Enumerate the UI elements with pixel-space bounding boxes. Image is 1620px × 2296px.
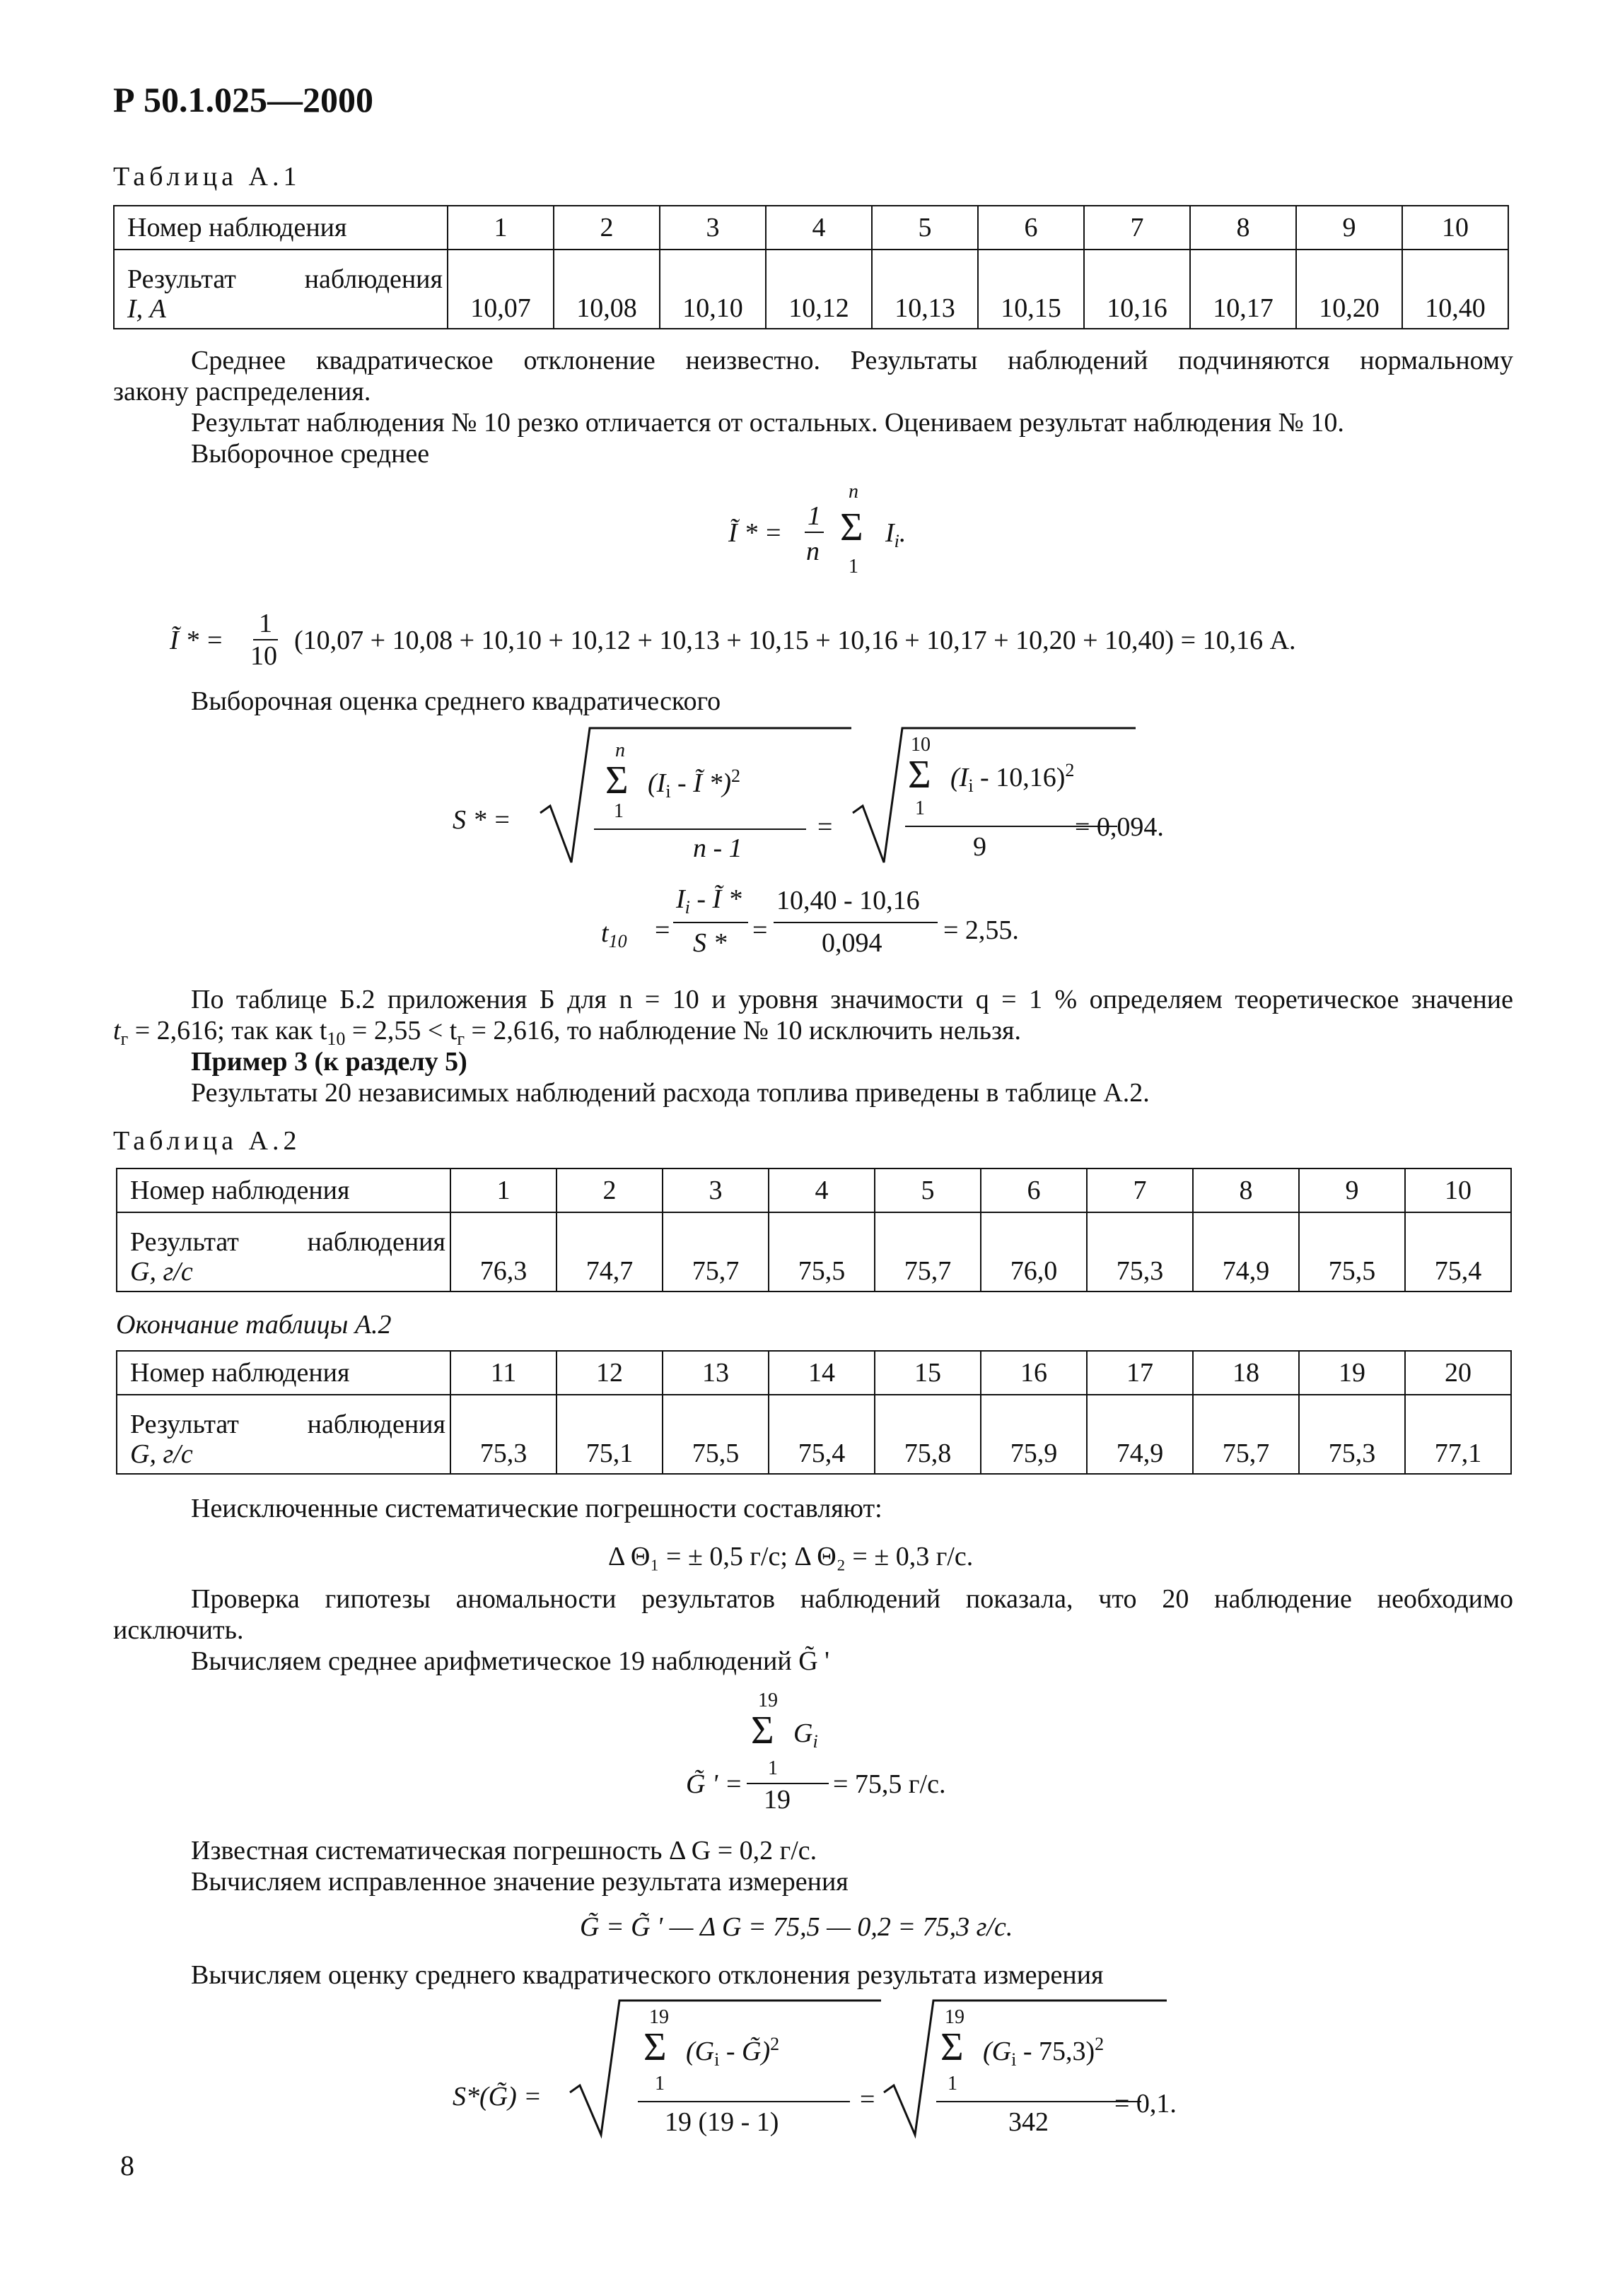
table-cell: 10,13 (872, 250, 978, 329)
num-letter: I (676, 884, 685, 914)
paragraph-line (113, 1015, 1021, 1049)
formula-eq: = (860, 2085, 875, 2114)
table-row-label (117, 1212, 450, 1292)
sum-lower: 1 (948, 2073, 957, 2095)
sum-lower: 1 (849, 556, 858, 578)
paragraph (191, 984, 1513, 1015)
term-part: - 10,16) (973, 763, 1066, 792)
table-cell: 75,5 (769, 1212, 875, 1292)
table-cell: 75,5 (1299, 1212, 1405, 1292)
sum-lower: 1 (614, 800, 624, 822)
formula-result: = 75,5 г/с. (833, 1769, 946, 1799)
table-cell: 74,7 (556, 1212, 663, 1292)
table-a1 (113, 205, 1509, 329)
formula-t10 (601, 884, 1096, 976)
formula-s-star-g (453, 1993, 1245, 2149)
text-run: = 2,55 < t (345, 1016, 458, 1046)
sum-upper: n (615, 739, 625, 761)
document-header: Р 50.1.025—2000 (113, 80, 374, 119)
term-part: (I (648, 768, 666, 798)
term-sup: 2 (1095, 2034, 1105, 2054)
table-cell: 15 (875, 1351, 981, 1395)
table-cell: 10,17 (1190, 250, 1296, 329)
formula-den: 9 (973, 832, 986, 862)
table-a1-header-row (114, 206, 1508, 250)
table-cell: 10 (1405, 1168, 1511, 1212)
table-a1-result-row (114, 250, 1508, 329)
table-cell: 1 (450, 1168, 556, 1212)
table-cell: 11 (450, 1351, 556, 1395)
table-cell: 18 (1193, 1351, 1299, 1395)
table-a2c-header-row (117, 1351, 1511, 1395)
table-cell: 10,07 (448, 250, 554, 329)
table-cell: 5 (875, 1168, 981, 1212)
fraction-bar (638, 2101, 850, 2102)
paragraph (191, 345, 1513, 376)
table-cell: Номер наблюдения (114, 206, 448, 250)
formula-result: = 0,094. (1075, 812, 1164, 842)
table-cell: 20 (1405, 1351, 1511, 1395)
term-sub: i (968, 775, 974, 796)
paragraph-line: Среднее квадратическое отклонение неизвестно. Результаты наблюдений подчиняются нормальному (191, 346, 1513, 375)
paragraph (191, 1583, 1513, 1615)
fraction-bar (594, 828, 806, 830)
result-label-line2: G, г/с (130, 1439, 193, 1469)
table-cell: 9 (1299, 1168, 1405, 1212)
formula-den: n (806, 537, 820, 566)
text-sub: г (457, 1029, 465, 1049)
formula-result: = 2,55. (943, 915, 1019, 945)
table-cell: 75,7 (663, 1212, 769, 1292)
table-a1-caption: Таблица А.1 (113, 162, 301, 192)
table-cell: 9 (1296, 206, 1402, 250)
term-part: - G̃) (719, 2037, 771, 2066)
paragraph-line: Неисключенные систематические погрешности составляют: (191, 1494, 882, 1523)
term-part: - Ĩ *) (670, 768, 732, 798)
table-a2c-result-row (117, 1395, 1511, 1474)
table-cell: 74,9 (1087, 1395, 1193, 1474)
table-cell: Номер наблюдения (117, 1168, 450, 1212)
table-cell: 10,16 (1084, 250, 1190, 329)
formula-eq: = (817, 812, 833, 842)
table-cell: 16 (981, 1351, 1087, 1395)
example-heading: Пример 3 (к разделу 5) (191, 1047, 467, 1077)
formula-term (885, 517, 906, 549)
table-cell: 76,3 (450, 1212, 556, 1292)
table-cell: 75,3 (1299, 1395, 1405, 1474)
formula-lhs: Ĩ * = (170, 626, 224, 655)
formula-eq: = (655, 915, 670, 945)
sum-icon: Σ (940, 2025, 964, 2069)
table-cell: 75,9 (981, 1395, 1087, 1474)
fraction-bar (673, 922, 748, 923)
term-part: (G (983, 2037, 1012, 2066)
table-cell: 76,0 (981, 1212, 1087, 1292)
text-run: t (113, 1016, 121, 1046)
paragraph-line: Вычисляем исправленное значение результата измерения (191, 1867, 849, 1897)
formula-num: 1 (768, 1757, 778, 1779)
term-part: (G (686, 2037, 715, 2066)
formula-term (950, 760, 1075, 796)
paragraph-line: Результат наблюдения № 10 резко отличается от остальных. Оцениваем результат наблюдения № 10. (191, 408, 1344, 438)
table-cell: 75,3 (450, 1395, 556, 1474)
formula-den: 10 (250, 641, 277, 671)
table-cell: 19 (1299, 1351, 1405, 1395)
table-cell: 7 (1087, 1168, 1193, 1212)
text-run: = 2,616; так как t (128, 1016, 327, 1046)
lhs-sub: 10 (608, 931, 627, 951)
formula-mean-value (170, 608, 1513, 672)
term-sub: i (714, 2049, 720, 2070)
sum-upper: n (849, 481, 858, 503)
table-cell: 8 (1193, 1168, 1299, 1212)
page-number: 8 (120, 2150, 134, 2181)
term-part: (I (950, 763, 969, 792)
term-sup: 2 (731, 766, 741, 786)
formula-lhs: G̃ ' = (686, 1769, 743, 1799)
table-cell: 1 (448, 206, 554, 250)
table-cell: 10,20 (1296, 250, 1402, 329)
sum-icon: Σ (751, 1709, 774, 1752)
formula-corrected-value: G̃ = G̃ ' — Δ G = 75,5 — 0,2 = 75,3 г/с. (580, 1912, 1013, 1942)
result-label-line1: Результат наблюдения (127, 264, 443, 294)
paragraph-line: Выборочное среднее (191, 439, 430, 469)
table-cell: 75,3 (1087, 1212, 1193, 1292)
radical-sign-icon (853, 721, 1136, 869)
formula-term (648, 766, 741, 802)
table-cell: 10 (1402, 206, 1508, 250)
text-sub: г (120, 1029, 129, 1049)
table-cell: 6 (978, 206, 1084, 250)
table-cell: 7 (1084, 206, 1190, 250)
formula-g-prime (686, 1689, 983, 1824)
formula-num: 1 (253, 608, 278, 640)
table-cell: 10,12 (766, 250, 872, 329)
paragraph-line: Результаты 20 независимых наблюдений расхода топлива приведены в таблице А.2. (191, 1078, 1150, 1108)
formula-lhs: S * = (453, 805, 511, 835)
sum-upper: 19 (649, 2006, 669, 2028)
table-cell: 5 (872, 206, 978, 250)
lhs-letter: t (601, 918, 609, 948)
formula-num: 10,40 - 10,16 (776, 886, 920, 915)
table-cell: Номер наблюдения (117, 1351, 450, 1395)
table-cell: 75,7 (875, 1212, 981, 1292)
sum-icon: Σ (908, 753, 931, 797)
formula-den: 0,094 (822, 928, 882, 958)
table-a2 (116, 1168, 1512, 1292)
sum-upper: 19 (945, 2006, 965, 2028)
sum-lower: 1 (655, 2073, 665, 2095)
formula-den: 342 (1008, 2107, 1049, 2137)
term-sup: 2 (1065, 760, 1075, 780)
formula-lhs: Ĩ * = (728, 518, 783, 548)
table-cell: 6 (981, 1168, 1087, 1212)
table-cell: 2 (554, 206, 660, 250)
table-cell: 17 (1087, 1351, 1193, 1395)
term-letter: I (885, 518, 895, 548)
table-a2-result-row (117, 1212, 1511, 1292)
table-cell: 3 (663, 1168, 769, 1212)
table-a2-header-row (117, 1168, 1511, 1212)
table-cell: 4 (766, 206, 872, 250)
table-cell: 13 (663, 1351, 769, 1395)
table-cell: 14 (769, 1351, 875, 1395)
result-label-line1: Результат наблюдения (130, 1227, 445, 1257)
table-cell: 3 (660, 206, 766, 250)
formula-term (983, 2034, 1105, 2070)
formula-term (793, 1718, 818, 1752)
table-a2-continued (116, 1350, 1512, 1475)
sum-icon: Σ (840, 505, 863, 549)
sum-upper: 10 (911, 734, 931, 756)
table-cell: 8 (1190, 206, 1296, 250)
table-cell: 75,1 (556, 1395, 663, 1474)
table-cell: 75,4 (1405, 1212, 1511, 1292)
sum-icon: Σ (605, 758, 629, 802)
formula-rhs: (10,07 + 10,08 + 10,10 + 10,12 + 10,13 + 10,15 + 10,16 + 10,17 + 10,20 + 10,40) = 10,16 А. (294, 626, 1296, 655)
table-cell: 2 (556, 1168, 663, 1212)
result-label-line2: I, А (127, 294, 166, 324)
formula-systematic-errors: Δ Θ₁ = ± 0,5 г/с; Δ Θ₂ = ± 0,3 г/с. (608, 1542, 974, 1571)
result-label-line2: G, г/с (130, 1257, 193, 1287)
table-cell: 75,7 (1193, 1395, 1299, 1474)
table-cell: 12 (556, 1351, 663, 1395)
term-part: - 75,3) (1016, 2037, 1095, 2066)
text-run: = 2,616, то наблюдение № 10 исключить нельзя. (465, 1016, 1021, 1046)
text-sub: 10 (327, 1029, 346, 1049)
table-cell: 10,10 (660, 250, 766, 329)
result-label-line1: Результат наблюдения (130, 1410, 445, 1439)
fraction-bar (936, 2101, 1141, 2102)
term-sup: 2 (770, 2034, 780, 2054)
term-sub: i (1011, 2049, 1017, 2070)
formula-sample-mean (728, 481, 940, 594)
table-a2-continued-caption: Окончание таблицы А.2 (116, 1310, 392, 1340)
formula-num: 1 (805, 500, 824, 533)
sum-lower: 1 (915, 797, 925, 819)
formula-lhs (601, 918, 627, 949)
table-cell: 10,15 (978, 250, 1084, 329)
paragraph-line: Выборочная оценка среднего квадратического (191, 686, 721, 716)
formula-den: 19 (764, 1785, 791, 1815)
fraction-bar (774, 922, 938, 923)
term-end: . (899, 518, 907, 548)
table-cell: 75,4 (769, 1395, 875, 1474)
formula-result: = 0,1. (1114, 2089, 1177, 2119)
num-sub: i (684, 897, 690, 918)
formula-s-star (453, 721, 1230, 877)
paragraph-line: исключить. (113, 1615, 244, 1645)
paragraph-line: Вычисляем оценку среднего квадратического отклонения результата измерения (191, 1960, 1104, 1990)
formula-num (676, 884, 742, 918)
num-part: - Ĩ * (689, 884, 742, 914)
formula-eq: = (752, 915, 768, 945)
paragraph-line: Известная систематическая погрешность Δ G = 0,2 г/с. (191, 1836, 817, 1866)
term-letter: G (793, 1718, 813, 1748)
formula-den: n - 1 (693, 833, 742, 863)
table-cell: 75,5 (663, 1395, 769, 1474)
term-sub: i (894, 531, 899, 551)
paragraph-line: Вычисляем среднее арифметическое 19 наблюдений G̃ ' (191, 1646, 830, 1676)
sum-icon: Σ (643, 2025, 667, 2069)
formula-den: S * (693, 928, 727, 958)
formula-term (686, 2034, 780, 2070)
table-cell: 4 (769, 1168, 875, 1212)
table-a2-caption: Таблица А.2 (113, 1126, 301, 1156)
formula-lhs: S*(G̃) = (453, 2082, 542, 2112)
term-sub: i (665, 781, 671, 802)
table-cell: 10,40 (1402, 250, 1508, 329)
paragraph-line: закону распределения. (113, 377, 371, 406)
table-cell: 77,1 (1405, 1395, 1511, 1474)
formula-den: 19 (19 - 1) (665, 2107, 779, 2137)
term-sub: i (812, 1731, 818, 1752)
table-cell: 75,8 (875, 1395, 981, 1474)
table-cell: 74,9 (1193, 1212, 1299, 1292)
paragraph-line: Проверка гипотезы аномальности результатов наблюдений показала, что 20 наблюдение необходимо (191, 1584, 1513, 1614)
sum-upper: 19 (758, 1689, 778, 1711)
table-row-label (114, 250, 448, 329)
table-cell: 10,08 (554, 250, 660, 329)
table-row-label (117, 1395, 450, 1474)
paragraph-line: По таблице Б.2 приложения Б для n = 10 и уровня значимости q = 1 % определяем теоретическое значение (191, 985, 1513, 1014)
